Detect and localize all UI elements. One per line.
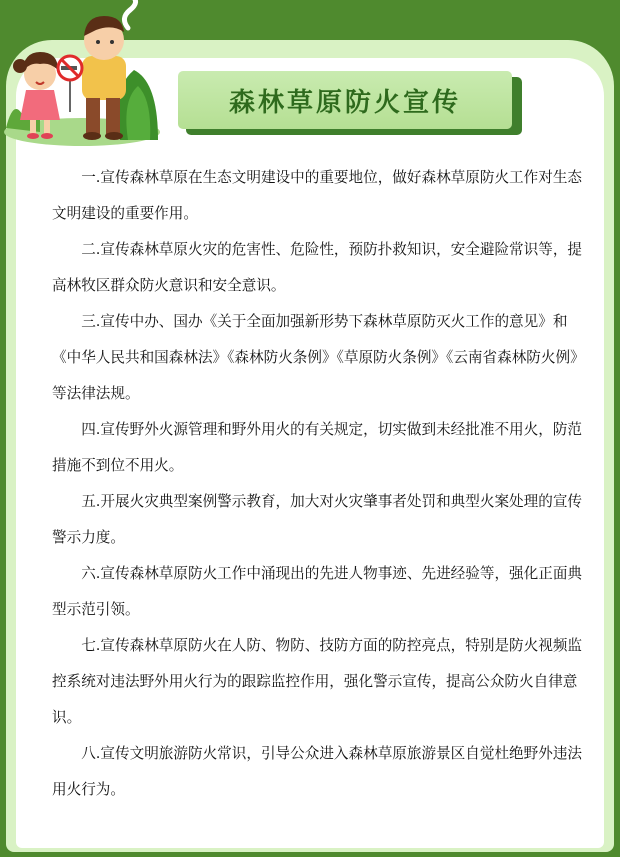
paragraph-5: 五.开展火灾典型案例警示教育，加大对火灾肇事者处罚和典型火案处理的宣传警示力度。 bbox=[52, 493, 583, 546]
no-smoking-icon bbox=[58, 56, 82, 112]
paragraph-1: 一.宣传森林草原在生态文明建设中的重要地位，做好森林草原防火工作对生态文明建设的重要作用。 bbox=[52, 169, 583, 222]
paragraph-4: 四.宣传野外火源管理和野外用火的有关规定，切实做到未经批准不用火，防范措施不到位不用火。 bbox=[52, 421, 583, 474]
content-body bbox=[52, 160, 584, 808]
paragraph-3: 三.宣传中办、国办《关于全面加强新形势下森林草原防灭火工作的意见》和《中华人民共和国森林法》《森林防火条例》《草原防火条例》《云南省森林防火例》等法律法规。 bbox=[52, 313, 578, 402]
title-banner bbox=[178, 71, 512, 129]
paragraph-6: 六.宣传森林草原防火工作中涌现出的先进人物事迹、先进经验等，强化正面典型示范引领。 bbox=[52, 565, 583, 618]
paragraph-8: 八.宣传文明旅游防火常识，引导公众进入森林草原旅游景区自觉杜绝野外违法用火行为。 bbox=[52, 745, 583, 798]
paragraph-2: 二.宣传森林草原火灾的危害性、危险性，预防扑救知识，安全避险常识等，提高林牧区群众防火意识和安全意识。 bbox=[52, 241, 583, 294]
page-title: 森林草原防火宣传 bbox=[228, 87, 461, 118]
cartoon-children-illustration bbox=[0, 0, 190, 150]
paragraph-7: 七.宣传森林草原防火在人防、物防、技防方面的防控亮点，特别是防火视频监控系统对违法野外用火行为的跟踪监控作用，强化警示宣传，提高公众防火自律意识。 bbox=[52, 637, 583, 726]
